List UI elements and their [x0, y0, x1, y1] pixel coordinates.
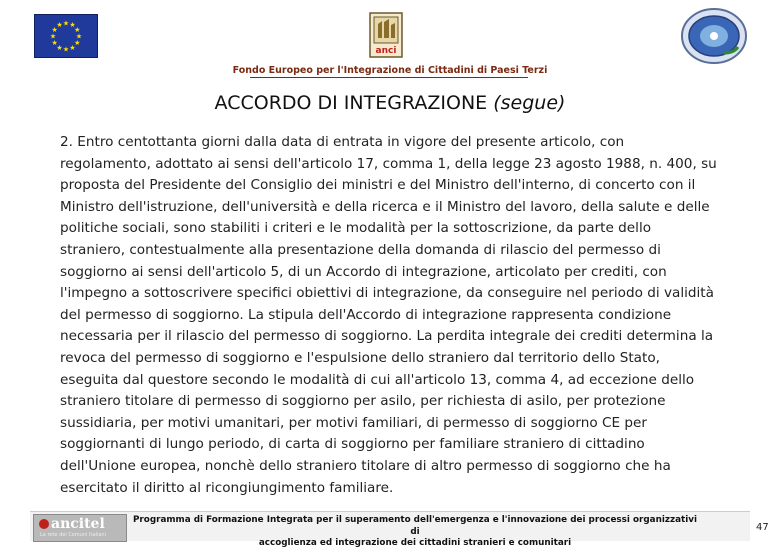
body-line: straniero, contestualmente alla presentazione della domanda di rilascio del permesso di — [60, 241, 661, 258]
eu-star-icon: ★ — [69, 43, 76, 52]
body-line: straniero titolare di permesso di soggiorno per asilo, per richiesta di asilo, per protezione — [60, 393, 666, 410]
body-line: 2. Entro centottanta giorni dalla data di entrata in vigore del presente articolo, con — [60, 134, 625, 150]
eu-star-icon: ★ — [56, 43, 63, 52]
footer-line-1: Programma di Formazione Integrata per il superamento dell'emergenza e l'innovazione dei processi organizzativi di — [132, 515, 698, 537]
eu-star-icon: ★ — [74, 39, 81, 47]
ancitel-tagline: La rete dei Comuni Italiani — [40, 532, 106, 538]
body-line: soggiorno ai sensi dell'articolo 5, di un Accordo di integrazione, articolato per crediti, con — [60, 263, 667, 280]
eu-star-icon: ★ — [69, 21, 76, 30]
slide-title-subtitle: (segue) — [493, 92, 566, 114]
anci-logo-text: anci — [375, 46, 397, 56]
body-line: proposta del Presidente del Consiglio dei ministri e del Ministro dell'interno, di concerto con il — [60, 177, 696, 194]
slide-title-main: ACCORDO DI INTEGRAZIONE — [214, 92, 488, 114]
eu-star-icon: ★ — [49, 32, 57, 41]
body-line: soggiornanti di lungo periodo, di carta di soggiorno per familiare straniero di cittadino — [60, 436, 645, 453]
footer-program-text — [130, 515, 700, 550]
slide-title — [0, 92, 780, 114]
body-line: eseguita dal questore secondo le modalità di cui all'articolo 13, comma 4, ad eccezione dello — [60, 371, 695, 388]
header-divider — [250, 77, 528, 78]
footer-line-2: accoglienza ed integrazione dei cittadini stranieri e comunitari — [258, 538, 572, 548]
eu-star-icon: ★ — [75, 32, 83, 41]
body-line: revoca del permesso di soggiorno e l'espulsione dello straniero dal territorio dello Stato, — [60, 349, 660, 366]
body-line: sussidiaria, per motivi umanitari, per motivi familiari, di permesso di soggiorno CE per — [60, 414, 647, 431]
body-line: necessaria per il rilascio del permesso di soggiorno. La perdita integrale dei crediti determina la — [60, 328, 714, 345]
eu-star-icon: ★ — [51, 39, 58, 47]
eu-star-icon: ★ — [56, 21, 63, 30]
ancitel-logo-text: ancitel — [51, 516, 105, 532]
body-line: Ministro dell'istruzione, dell'università e della ricerca e il Ministro del lavoro, della salute e delle — [60, 198, 710, 215]
fund-title: Fondo Europeo per l'Integrazione di Cittadini di Paesi Terzi — [232, 65, 548, 76]
eu-star-icon: ★ — [62, 19, 70, 28]
eu-flag-icon — [34, 14, 98, 58]
slide-body — [60, 132, 755, 499]
body-line: del permesso di soggiorno. La stipula dell'Accordo di integrazione rappresenta condizione — [60, 306, 672, 323]
ancitel-logo-icon — [33, 514, 127, 542]
body-line: l'impegno a sottoscrivere specifici obiettivi di integrazione, da conseguire nel periodo di validità — [60, 285, 714, 302]
eu-star-icon: ★ — [62, 45, 70, 54]
ancitel-dot-icon — [39, 519, 49, 529]
page-number: 47 — [756, 522, 769, 533]
ministry-seal-icon — [680, 7, 748, 65]
body-line: regolamento, adottato ai sensi dell'articolo 17, comma 1, della legge 23 agosto 1988, n. 400, su — [60, 155, 717, 172]
eu-star-icon: ★ — [51, 26, 58, 34]
anci-logo-icon — [369, 12, 403, 58]
body-line: esercitato il diritto al ricongiungimento familiare. — [60, 479, 394, 496]
body-line: dell'Unione europea, nonchè dello straniero titolare di altro permesso di soggiorno che ha — [60, 457, 671, 474]
body-line: politiche sociali, sono stabiliti i criteri e le modalità per la sottoscrizione, da parte dello — [60, 220, 652, 237]
eu-star-icon: ★ — [74, 26, 81, 34]
